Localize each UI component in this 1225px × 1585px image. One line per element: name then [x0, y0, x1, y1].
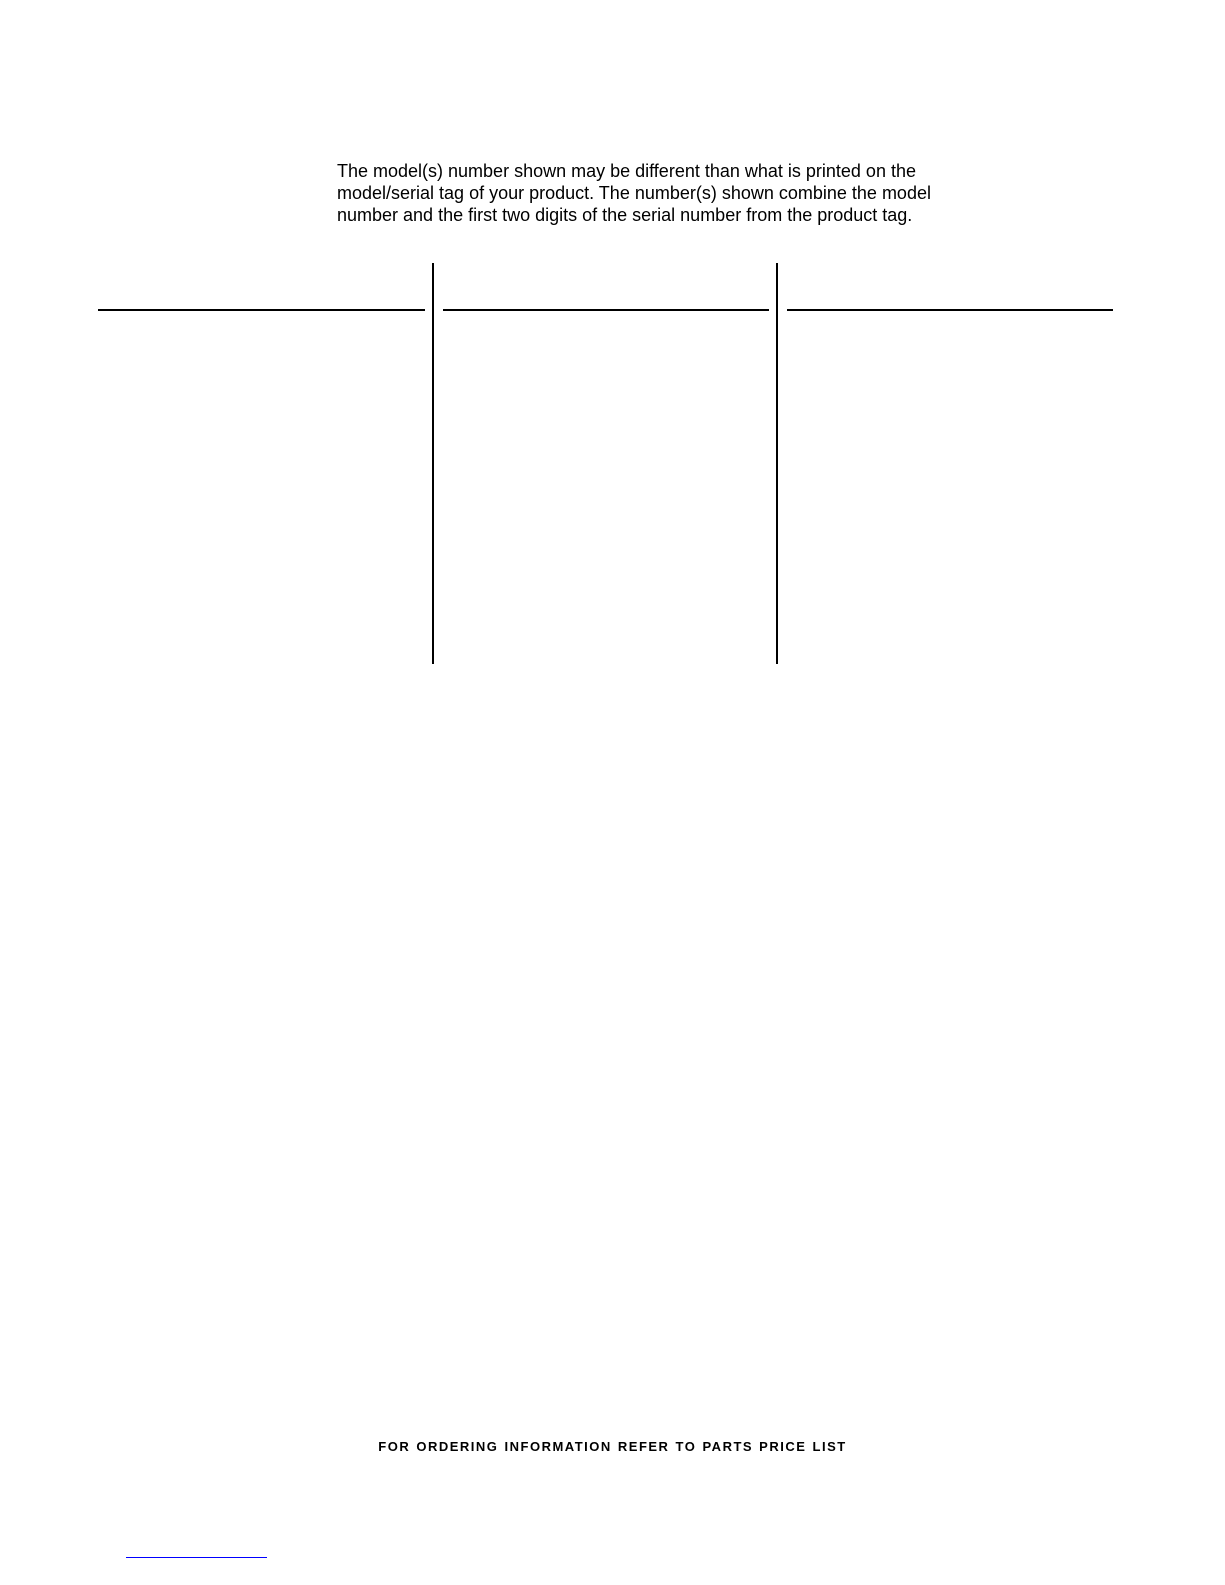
- notice-line-2: model/serial tag of your product. The number(s) shown combine the model: [337, 183, 931, 203]
- column-3-header-rule: [787, 309, 1113, 311]
- column-divider-1: [432, 263, 434, 664]
- column-2-header-rule: [443, 309, 769, 311]
- ordering-information-note: FOR ORDERING INFORMATION REFER TO PARTS PRICE LIST: [378, 1439, 847, 1454]
- model-number-notice: [337, 160, 977, 226]
- footer-link-underline[interactable]: [126, 1557, 267, 1558]
- notice-line-3: number and the first two digits of the serial number from the product tag.: [337, 205, 913, 225]
- column-divider-2: [776, 263, 778, 664]
- notice-line-1: The model(s) number shown may be different than what is printed on the: [337, 161, 916, 181]
- column-1-header-rule: [98, 309, 425, 311]
